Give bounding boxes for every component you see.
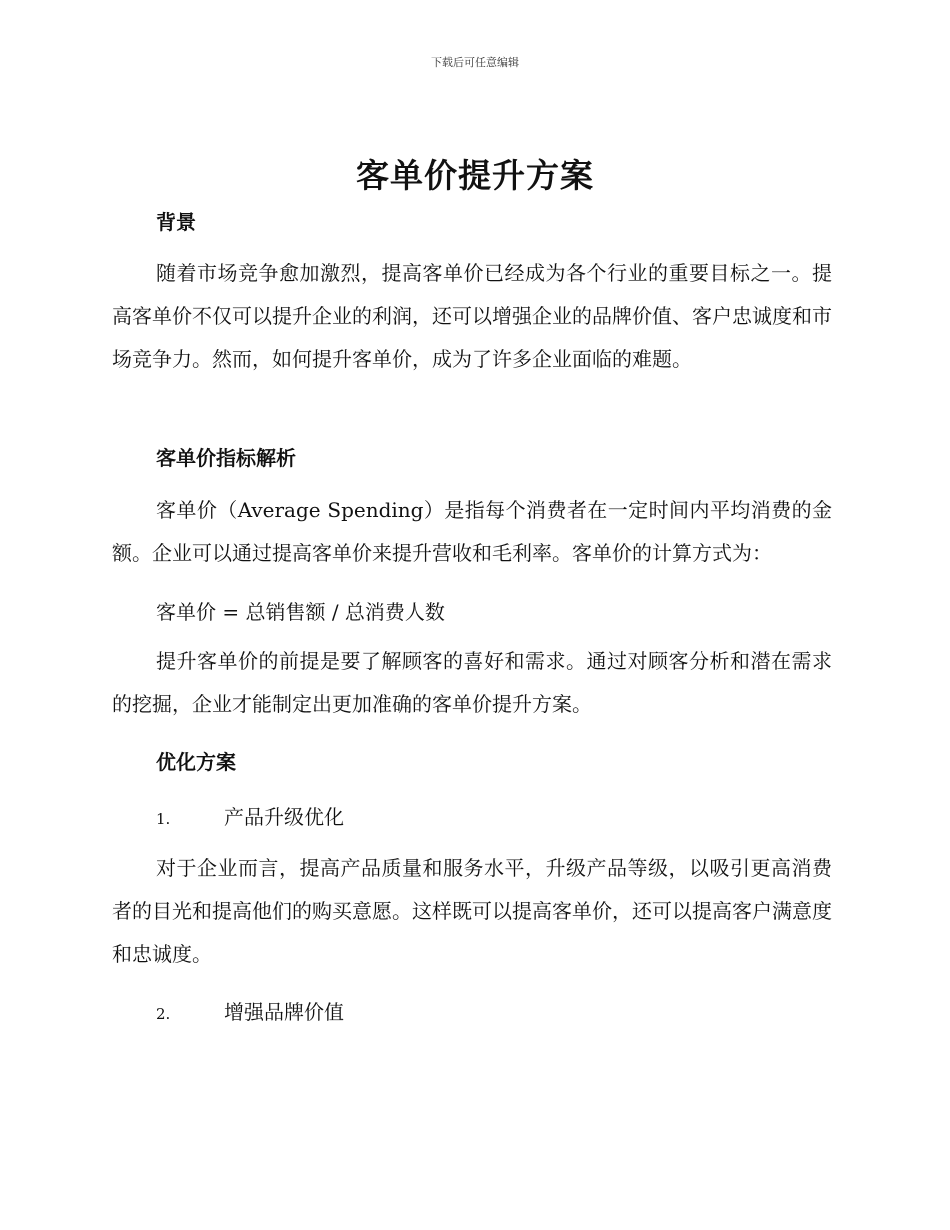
list-label: 增强品牌价值 <box>224 1000 344 1024</box>
list-number: 1. <box>156 810 171 828</box>
list-number: 2. <box>156 1005 171 1023</box>
paragraph-metric-premise: 提升客单价的前提是要了解顾客的喜好和需求。通过对顾客分析和潜在需求的挖掘，企业才能制定出更加准确的客单价提升方案。 <box>112 649 832 716</box>
heading-metric: 客单价指标解析 <box>156 446 296 470</box>
list-item-2 <box>156 996 344 1025</box>
formula-text: 客单价 = 总销售额 / 总消费人数 <box>156 600 445 624</box>
list-item-1 <box>156 801 344 830</box>
heading-optimization: 优化方案 <box>156 750 236 774</box>
document-title: 客单价提升方案 <box>356 156 594 195</box>
paragraph-product-upgrade: 对于企业而言，提高产品质量和服务水平，升级产品等级，以吸引更高消费者的目光和提高他们的购买意愿。这样既可以提高客单价，还可以提高客户满意度和忠诚度。 <box>112 856 832 966</box>
heading-background: 背景 <box>156 210 196 234</box>
paragraph-metric-definition: 客单价（Average Spending）是指每个消费者在一定时间内平均消费的金额。企业可以通过提高客单价来提升营收和毛利率。客单价的计算方式为： <box>112 498 832 565</box>
list-label: 产品升级优化 <box>224 805 344 829</box>
page-header-note: 下载后可任意编辑 <box>431 56 519 69</box>
paragraph-background: 随着市场竞争愈加激烈，提高客单价已经成为各个行业的重要目标之一。提高客单价不仅可以提升企业的利润，还可以增强企业的品牌价值、客户忠诚度和市场竞争力。然而，如何提升客单价，成为了许多企业面临的难题。 <box>112 261 832 371</box>
